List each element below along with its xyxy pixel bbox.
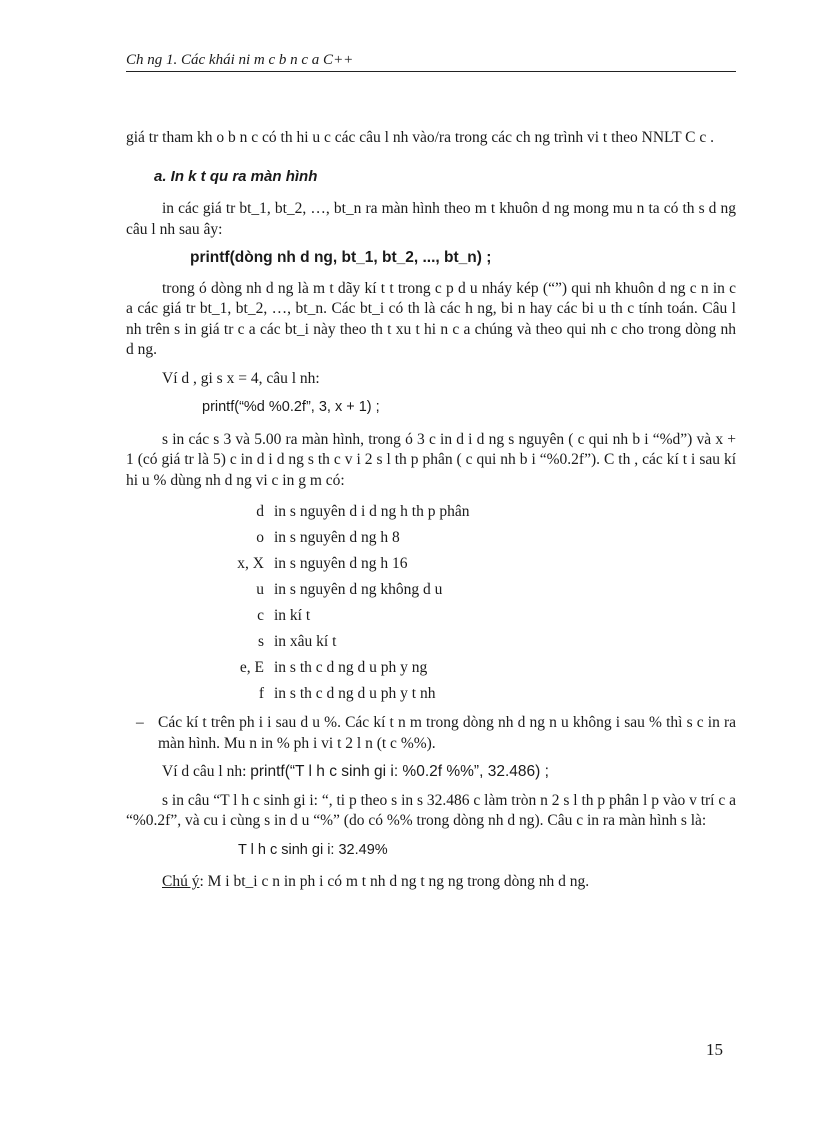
specifier-row: [126, 551, 736, 577]
specifier-desc: in s nguyên d ng h 16: [274, 554, 408, 572]
example-2-code: printf(“T l h c sinh gi i: %0.2f %%”, 32.486) ;: [250, 763, 549, 780]
specifier-key: x, X: [237, 554, 264, 572]
note-paragraph: [126, 872, 736, 893]
paragraph-example-explain: s in các s 3 và 5.00 ra màn hình, trong ó 3 c in d i d ng s nguyên ( c qui nh b i “%d”) và x + 1 (có giá tr là 5) c in d i d ng s th c v i 2 s l th p phân ( c qui nh b i “%0.2f”). C th , các kí t i sau kí hi u % dùng nh d ng vi c in g m có:: [126, 430, 736, 489]
specifier-row: [126, 577, 736, 603]
specifier-row: [126, 499, 736, 525]
specifier-row: [126, 525, 736, 551]
page-content: [126, 128, 736, 901]
section-heading-a: a. In k t qu ra màn hình: [154, 167, 318, 185]
chapter-header: Ch ng 1. Các khái ni m c b n c a C++: [126, 52, 736, 72]
example-2-prefix: Ví d câu l nh:: [162, 763, 251, 780]
specifier-desc: in s th c d ng d u ph y t nh: [274, 684, 436, 702]
specifier-key: d: [256, 502, 264, 520]
note-label: Chú ý: [162, 873, 200, 890]
format-specifier-list: [126, 499, 736, 707]
example-intro: Ví d , gi s x = 4, câu l nh:: [162, 369, 320, 387]
specifier-desc: in s nguyên d ng không d u: [274, 580, 443, 598]
paragraph-example-2-explain: s in câu “T l h c sinh gi i: “, ti p theo s in s 32.486 c làm tròn n 2 s l th p phân l p vào v trí c a “%0.2f”, và cu i cùng s in d u “%” (do có %% trong dòng nh d ng). Câu c in ra màn hình s là:: [126, 791, 736, 829]
example-2: [126, 762, 736, 783]
specifier-key: o: [256, 528, 264, 546]
page-number: 15: [706, 1040, 723, 1059]
specifier-desc: in xâu kí t: [274, 632, 337, 650]
specifier-key: u: [256, 580, 264, 598]
specifier-key: s: [257, 632, 264, 650]
specifier-row: [126, 681, 736, 707]
specifier-desc: in s th c d ng d u ph y ng: [274, 658, 428, 676]
specifier-row: [126, 629, 736, 655]
dash-bullet-icon: –: [136, 714, 144, 731]
paragraph-intro: giá tr tham kh o b n c có th hi u c các câu l nh vào/ra trong các ch ng trình vi t theo NNLT C c .: [126, 129, 714, 146]
note-text: : M i bt_i c n in ph i có m t nh d ng t ng ng trong dòng nh d ng.: [199, 873, 590, 890]
specifier-row: [126, 603, 736, 629]
printf-syntax: printf(dòng nh d ng, bt_1, bt_2, ..., bt_n) ;: [190, 249, 492, 266]
specifier-key: f: [258, 684, 264, 702]
paragraph-print-desc: in các giá tr bt_1, bt_2, …, bt_n ra màn hình theo m t khuôn d ng mong mu n ta có th s d ng câu l nh sau ây:: [126, 200, 736, 238]
specifier-desc: in s nguyên d ng h 8: [274, 528, 400, 546]
specifier-key: c: [257, 606, 264, 624]
paragraph-format-desc: trong ó dòng nh d ng là m t dãy kí t t trong c p d u nháy kép (“”) qui nh khuôn d ng c n in c a các giá tr bt_1, bt_2, …, bt_n. Các bt_i có th là các h ng, bi n hay các bi u th c tính toán. Câu l nh trên s in giá tr c a các bt_i này theo th t xu t hi n c a chúng và theo qui nh c cho trong dòng nh d ng.: [126, 279, 736, 358]
output-line: T l h c sinh gi i: 32.49%: [238, 841, 388, 858]
bullet-note: [126, 713, 736, 754]
printf-example-code: printf(“%d %0.2f”, 3, x + 1) ;: [202, 399, 380, 415]
specifier-key: e, E: [239, 658, 264, 676]
bullet-text: Các kí t trên ph i i sau d u %. Các kí t n m trong dòng nh d ng n u không i sau % thì s c in ra màn hình. Mu n in % ph i vi t 2 l n (t c %%).: [158, 714, 736, 752]
specifier-desc: in kí t: [274, 606, 311, 624]
specifier-desc: in s nguyên d i d ng h th p phân: [274, 502, 470, 520]
specifier-row: [126, 655, 736, 681]
